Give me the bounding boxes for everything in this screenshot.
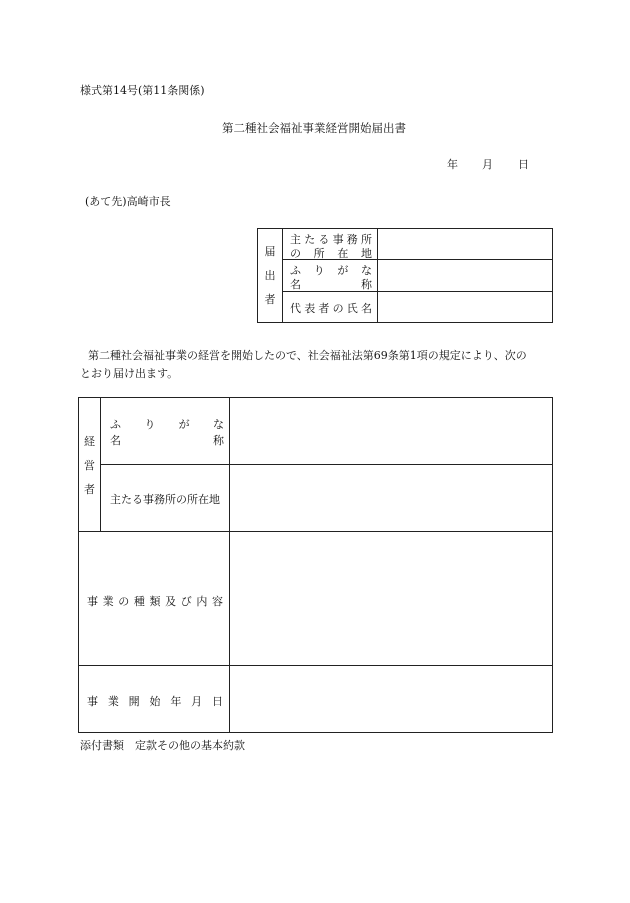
operator-name-field[interactable] <box>230 398 552 464</box>
operator-office-address-label: 主たる事務所の所在地 <box>110 493 220 506</box>
operator-name-label: 名 称 <box>110 434 224 447</box>
operator-label: 経 営 者 <box>84 435 95 496</box>
operator-furigana-label: ふ り が な <box>110 418 224 431</box>
form-number: 様式第14号(第11条関係) <box>80 84 205 97</box>
notifier-office-address-field[interactable] <box>378 229 552 259</box>
operator-office-address-field[interactable] <box>230 465 552 531</box>
office-address-label-line2: の 所 在 地 <box>290 247 372 260</box>
date-year: 年 <box>447 158 458 171</box>
representative-name-field[interactable] <box>378 292 552 322</box>
attachments-note: 添付書類 定款その他の基本約款 <box>80 739 245 752</box>
notifier-side-label: 届 出 者 <box>264 245 276 306</box>
date-month: 月 <box>482 158 493 171</box>
business-type-label: 事 業 の 種 類 及 び 内 容 <box>87 595 223 608</box>
start-date-label: 事 業 開 始 年 月 日 <box>87 695 223 708</box>
business-type-field[interactable] <box>230 532 552 665</box>
date-day: 日 <box>518 158 529 171</box>
notifier-name-label: 名 称 <box>290 278 372 291</box>
body-text-line2: とおり届け出ます。 <box>80 367 179 380</box>
notifier-name-field[interactable] <box>378 260 552 291</box>
form-title: 第二種社会福祉事業経営開始届出書 <box>222 121 406 135</box>
representative-name-label: 代 表 者 の 氏 名 <box>290 302 372 315</box>
body-text-line1: 第二種社会福祉事業の経営を開始したので、社会福祉法第69条第1項の規定により、次の <box>88 349 527 362</box>
notifier-furigana-label: ふ り が な <box>290 264 372 277</box>
start-date-field[interactable] <box>230 666 552 732</box>
addressee: (あて先)高崎市長 <box>85 195 171 208</box>
office-address-label-line1: 主 た る 事 務 所 <box>290 233 372 246</box>
